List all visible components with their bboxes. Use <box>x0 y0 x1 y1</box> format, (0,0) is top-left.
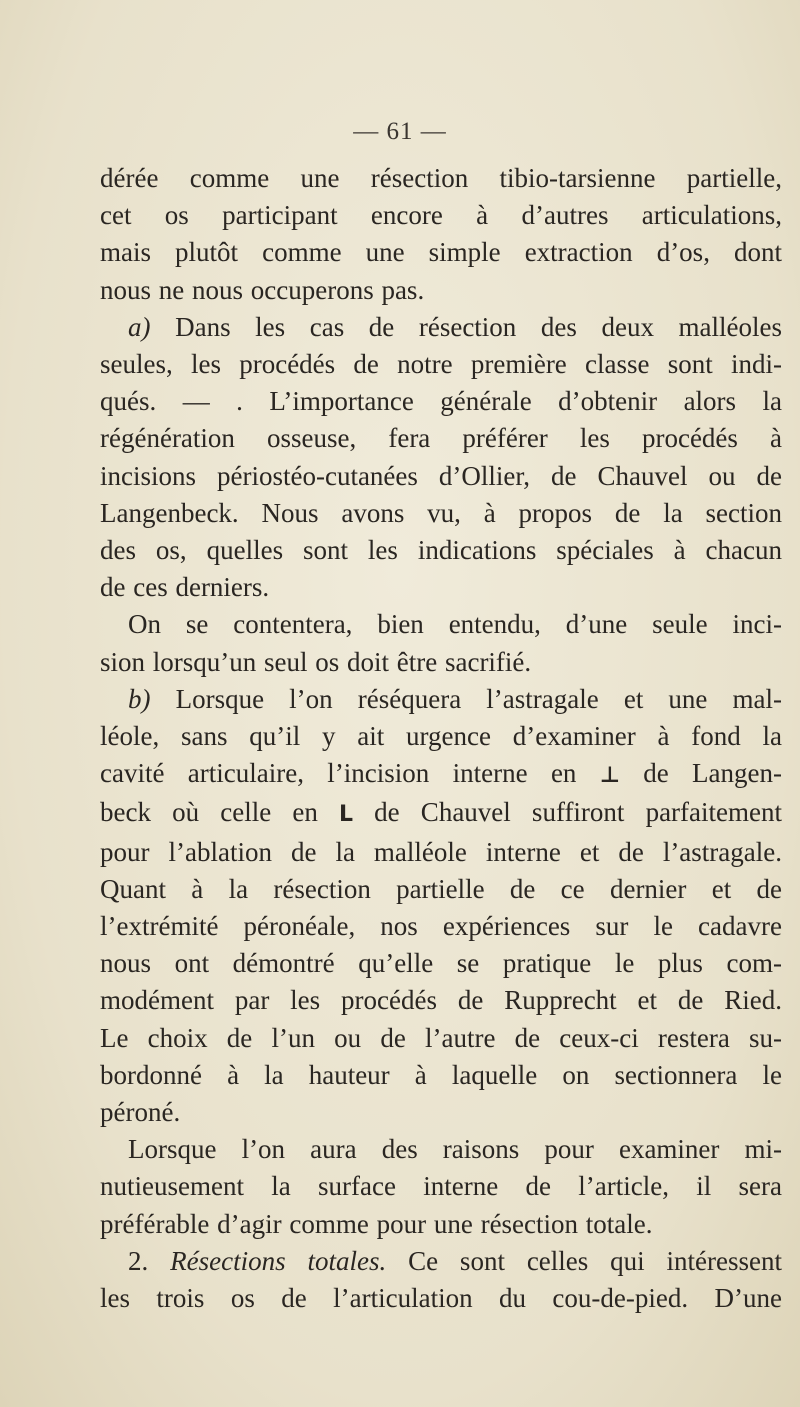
text-line: incisions périostéo-cutanées d’Ollier, de Chauvel ou de <box>100 460 782 491</box>
text-line: cet os participant encore à d’autres articulations, <box>100 200 782 231</box>
text-line: nutieusement la surface interne de l’article, il sera <box>100 1171 782 1202</box>
text-line: modément par les procédés de Rupprecht et de Ried. <box>100 985 782 1016</box>
text-line: mais plutôt comme une simple extraction d’os, dont <box>100 237 782 268</box>
item-label: a) <box>128 311 151 342</box>
text-line: de ces derniers. <box>100 572 270 603</box>
page-number: — 61 — <box>353 118 447 145</box>
text-line: sion lorsqu’un seul os doit être sacrifié. <box>100 646 532 677</box>
text-line: nous ont démontré qu’elle se pratique le plus com- <box>100 948 782 979</box>
text-line: des os, quelles sont les indications spéciales à chacun <box>100 535 782 566</box>
text-line: dérée comme une résection tibio-tarsienne partielle, <box>100 163 782 193</box>
text-line: léole, sans qu’il y ait urgence d’examiner à fond la <box>100 721 782 752</box>
text-line: b) Lorsque l’on réséquera l’astragale et une mal- <box>128 683 782 714</box>
item-label: b) <box>128 683 151 714</box>
text-line: régénération osseuse, fera préférer les procédés à <box>100 423 782 454</box>
text-line: bordonné à la hauteur à laquelle on sectionnera le <box>100 1059 782 1090</box>
incision-l-symbol: L <box>339 802 354 828</box>
text-line: qués. — . L’importance générale d’obtenir alors la <box>100 386 782 417</box>
section-number: 2. <box>128 1245 149 1276</box>
text-line: Lorsque l’on aura des raisons pour examiner mi- <box>128 1134 782 1165</box>
incision-t-symbol: ⊥ <box>599 763 620 789</box>
text-line: beck où celle en L de Chauvel suffiront parfaitement <box>100 797 782 828</box>
text-line: On se contentera, bien entendu, d’une seule inci- <box>128 609 782 640</box>
text-line: l’extrémité péronéale, nos expériences sur le cadavre <box>100 911 782 942</box>
text-line: cavité articulaire, l’incision interne en ⊥ de Langen- <box>100 758 783 789</box>
text-line: Quant à la résection partielle de ce dernier et de <box>100 873 782 904</box>
text-line: seules, les procédés de notre première classe sont indi- <box>100 349 782 380</box>
text-line: nous ne nous occuperons pas. <box>100 274 425 305</box>
text-line: péroné. <box>100 1097 181 1128</box>
text-line: a) Dans les cas de résection des deux malléoles <box>128 311 782 342</box>
section-heading: Résections totales. <box>170 1245 387 1276</box>
text-line: pour l’ablation de la malléole interne et de l’astragale. <box>100 836 782 867</box>
text-line: 2. Résections totales. Ce sont celles qui intéressent <box>128 1245 782 1276</box>
body-text <box>100 160 782 1317</box>
text-line: les trois os de l’articulation du cou-de-pied. D’une <box>100 1283 782 1314</box>
text-line: Langenbeck. Nous avons vu, à propos de la section <box>100 497 782 528</box>
text-line: préférable d’agir comme pour une résection totale. <box>100 1208 653 1239</box>
text-line: Le choix de l’un ou de l’autre de ceux-ci restera su- <box>100 1022 782 1053</box>
